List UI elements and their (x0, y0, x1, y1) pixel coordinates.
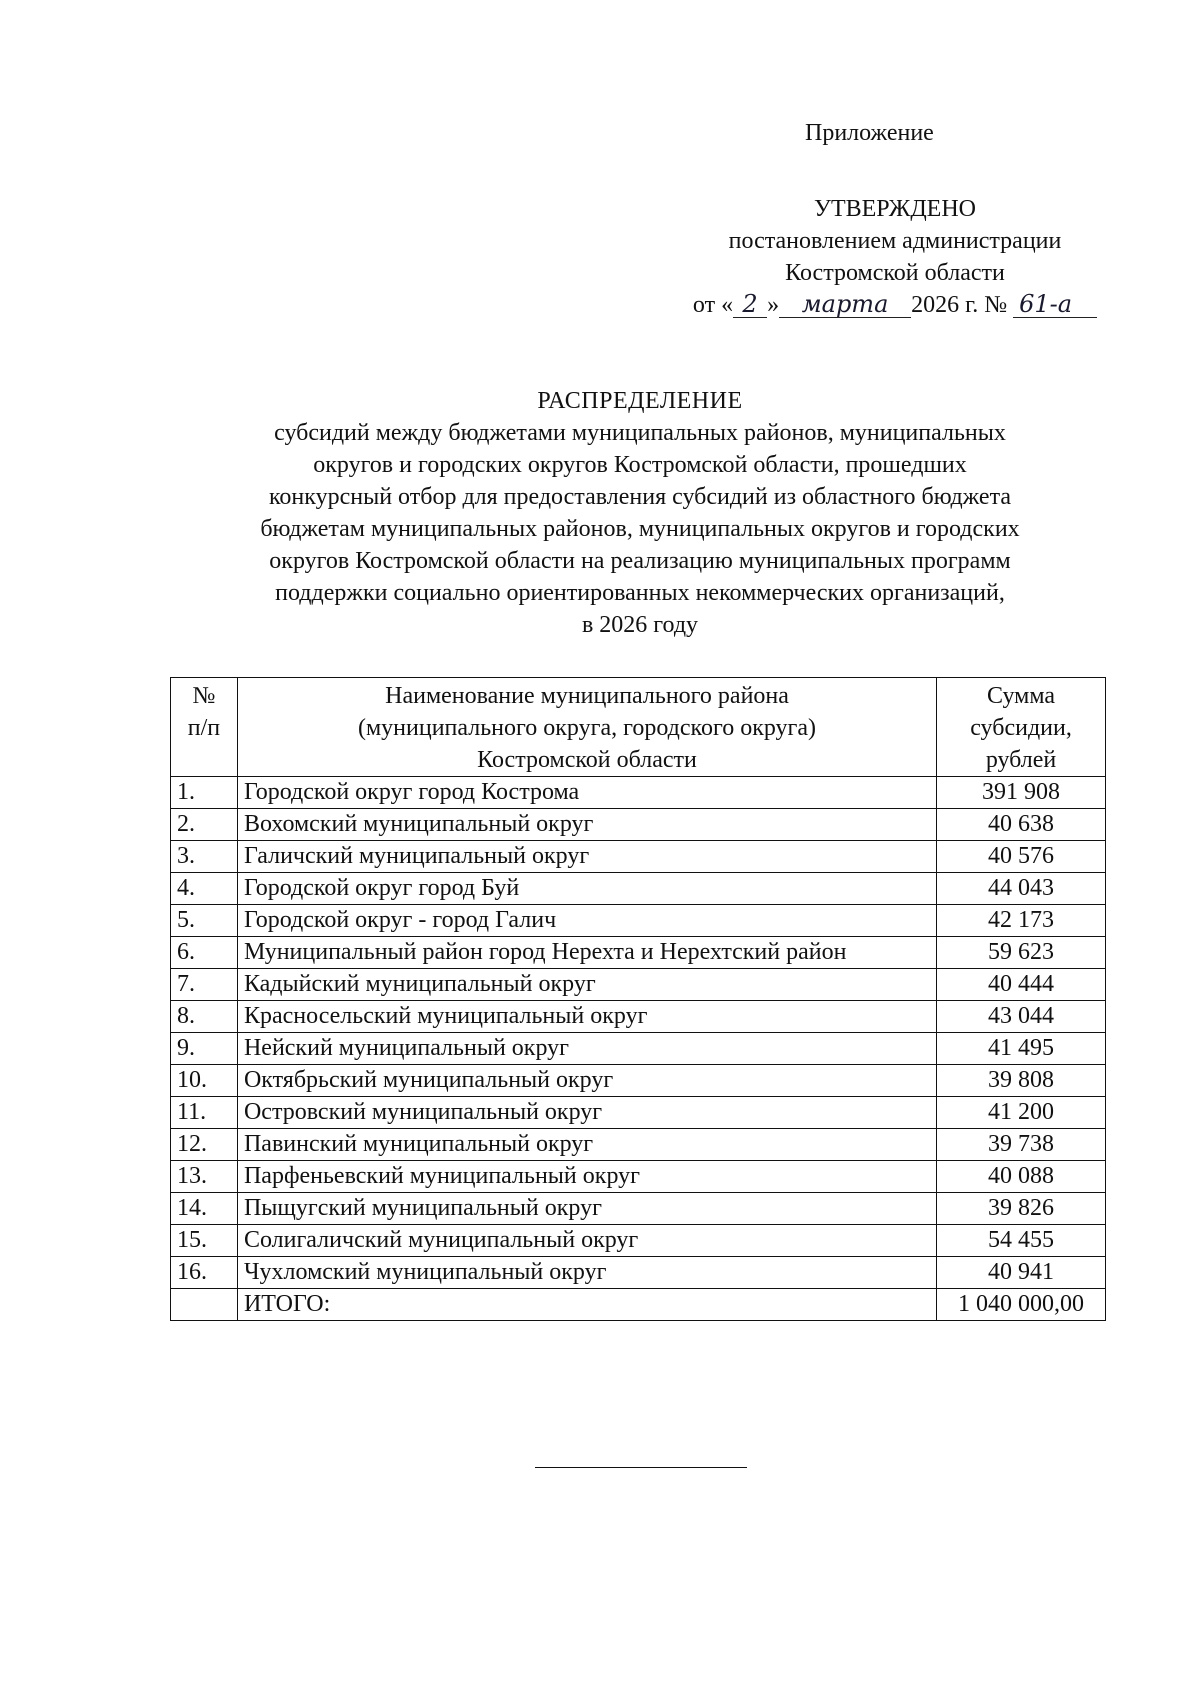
header-number-line: № (192, 683, 216, 709)
header-sum-line: рублей (985, 747, 1057, 773)
row-subsidy-sum: 40 941 (937, 1257, 1106, 1289)
row-subsidy-sum: 40 088 (937, 1161, 1106, 1193)
row-number: 16. (171, 1257, 238, 1289)
row-number: 14. (171, 1193, 238, 1225)
row-number: 1. (171, 777, 238, 809)
row-subsidy-sum: 40 444 (937, 969, 1106, 1001)
row-number: 3. (171, 841, 238, 873)
header-name-line: (муниципального округа, городского округа) (357, 715, 817, 741)
table-row (171, 1225, 1106, 1257)
subtitle-line: в 2026 году (581, 612, 699, 638)
header-sum-line: Сумма (987, 683, 1056, 709)
header-sum-line: субсидии, (970, 715, 1072, 741)
row-municipality-name: Вохомский муниципальный округ (237, 809, 936, 841)
total-row (171, 1289, 1106, 1321)
row-municipality-name: Муниципальный район город Нерехта и Нерехтский район (237, 937, 936, 969)
table-row (171, 809, 1106, 841)
table-row (171, 905, 1106, 937)
row-municipality-name: Красносельский муниципальный округ (237, 1001, 936, 1033)
row-subsidy-sum: 391 908 (937, 777, 1106, 809)
header-name-line: Наименование муниципального района (385, 683, 789, 709)
row-subsidy-sum: 44 043 (937, 873, 1106, 905)
row-municipality-name: Городской округ - город Галич (237, 905, 936, 937)
table-row (171, 1065, 1106, 1097)
approval-date-line (680, 289, 1110, 321)
row-subsidy-sum: 42 173 (937, 905, 1106, 937)
row-subsidy-sum: 59 623 (937, 937, 1106, 969)
total-empty-cell (171, 1289, 238, 1321)
table-row (171, 1129, 1106, 1161)
row-number: 4. (171, 873, 238, 905)
approval-line-1: постановлением администрации (728, 228, 1062, 254)
header-number (171, 678, 238, 777)
row-municipality-name: Городской округ город Кострома (237, 777, 936, 809)
approval-heading: УТВЕРЖДЕНО (813, 196, 977, 222)
row-municipality-name: Чухломский муниципальный округ (237, 1257, 936, 1289)
row-number: 5. (171, 905, 238, 937)
table-row (171, 1161, 1106, 1193)
table-row (171, 1257, 1106, 1289)
row-subsidy-sum: 41 495 (937, 1033, 1106, 1065)
table-body (171, 777, 1106, 1289)
header-name (237, 678, 936, 777)
row-municipality-name: Солигаличский муниципальный округ (237, 1225, 936, 1257)
subtitle-line: бюджетам муниципальных районов, муниципальных округов и городских (260, 516, 1020, 542)
row-number: 6. (171, 937, 238, 969)
document-heading: РАСПРЕДЕЛЕНИЕ (537, 388, 743, 414)
row-number: 13. (171, 1161, 238, 1193)
header-number-line: п/п (187, 715, 221, 741)
table-row (171, 1193, 1106, 1225)
subtitle-line: округов и городских округов Костромской области, прошедших (313, 452, 967, 478)
row-number: 10. (171, 1065, 238, 1097)
total-label: ИТОГО: (237, 1289, 936, 1321)
row-subsidy-sum: 39 808 (937, 1065, 1106, 1097)
distribution-table (170, 677, 1106, 1321)
subtitle-line: конкурсный отбор для предоставления субсидий из областного бюджета (268, 484, 1012, 510)
header-name-line: Костромской области (477, 747, 697, 773)
table-header-row (171, 678, 1106, 777)
row-subsidy-sum: 40 638 (937, 809, 1106, 841)
row-municipality-name: Городской округ город Буй (237, 873, 936, 905)
row-subsidy-sum: 40 576 (937, 841, 1106, 873)
year-and-number-label: 2026 г. № (911, 292, 1008, 318)
row-municipality-name: Нейский муниципальный округ (237, 1033, 936, 1065)
row-number: 2. (171, 809, 238, 841)
approval-block (680, 193, 1110, 321)
row-number: 11. (171, 1097, 238, 1129)
subtitle-line: субсидий между бюджетами муниципальных районов, муниципальных (274, 420, 1006, 446)
handwritten-month: марта (779, 291, 911, 318)
table-row (171, 873, 1106, 905)
handwritten-number: 61-а (1013, 291, 1097, 318)
document-title (140, 385, 1140, 641)
row-municipality-name: Парфеньевский муниципальный округ (237, 1161, 936, 1193)
subtitle-line: округов Костромской области на реализацию муниципальных программ (269, 548, 1011, 574)
table-row (171, 937, 1106, 969)
row-municipality-name: Пыщугский муниципальный округ (237, 1193, 936, 1225)
table-row (171, 841, 1106, 873)
row-subsidy-sum: 39 826 (937, 1193, 1106, 1225)
row-subsidy-sum: 39 738 (937, 1129, 1106, 1161)
table-row (171, 777, 1106, 809)
row-subsidy-sum: 43 044 (937, 1001, 1106, 1033)
row-number: 8. (171, 1001, 238, 1033)
row-subsidy-sum: 41 200 (937, 1097, 1106, 1129)
row-number: 15. (171, 1225, 238, 1257)
table-row (171, 1097, 1106, 1129)
date-mid: » (767, 292, 780, 318)
appendix-label: Приложение (805, 120, 934, 146)
row-municipality-name: Павинский муниципальный округ (237, 1129, 936, 1161)
end-divider-line (535, 1467, 747, 1468)
header-sum (937, 678, 1106, 777)
subtitle-line: поддержки социально ориентированных некоммерческих организаций, (275, 580, 1005, 606)
document-subtitle (140, 417, 1140, 641)
row-municipality-name: Октябрьский муниципальный округ (237, 1065, 936, 1097)
row-municipality-name: Кадыйский муниципальный округ (237, 969, 936, 1001)
row-number: 12. (171, 1129, 238, 1161)
row-municipality-name: Галичский муниципальный округ (237, 841, 936, 873)
row-subsidy-sum: 54 455 (937, 1225, 1106, 1257)
table-row (171, 969, 1106, 1001)
row-number: 9. (171, 1033, 238, 1065)
date-prefix: от « (692, 292, 734, 318)
total-sum: 1 040 000,00 (937, 1289, 1106, 1321)
row-number: 7. (171, 969, 238, 1001)
table-row (171, 1033, 1106, 1065)
handwritten-day: 2 (733, 291, 767, 318)
table-row (171, 1001, 1106, 1033)
row-municipality-name: Островский муниципальный округ (237, 1097, 936, 1129)
approval-line-2: Костромской области (785, 260, 1005, 286)
